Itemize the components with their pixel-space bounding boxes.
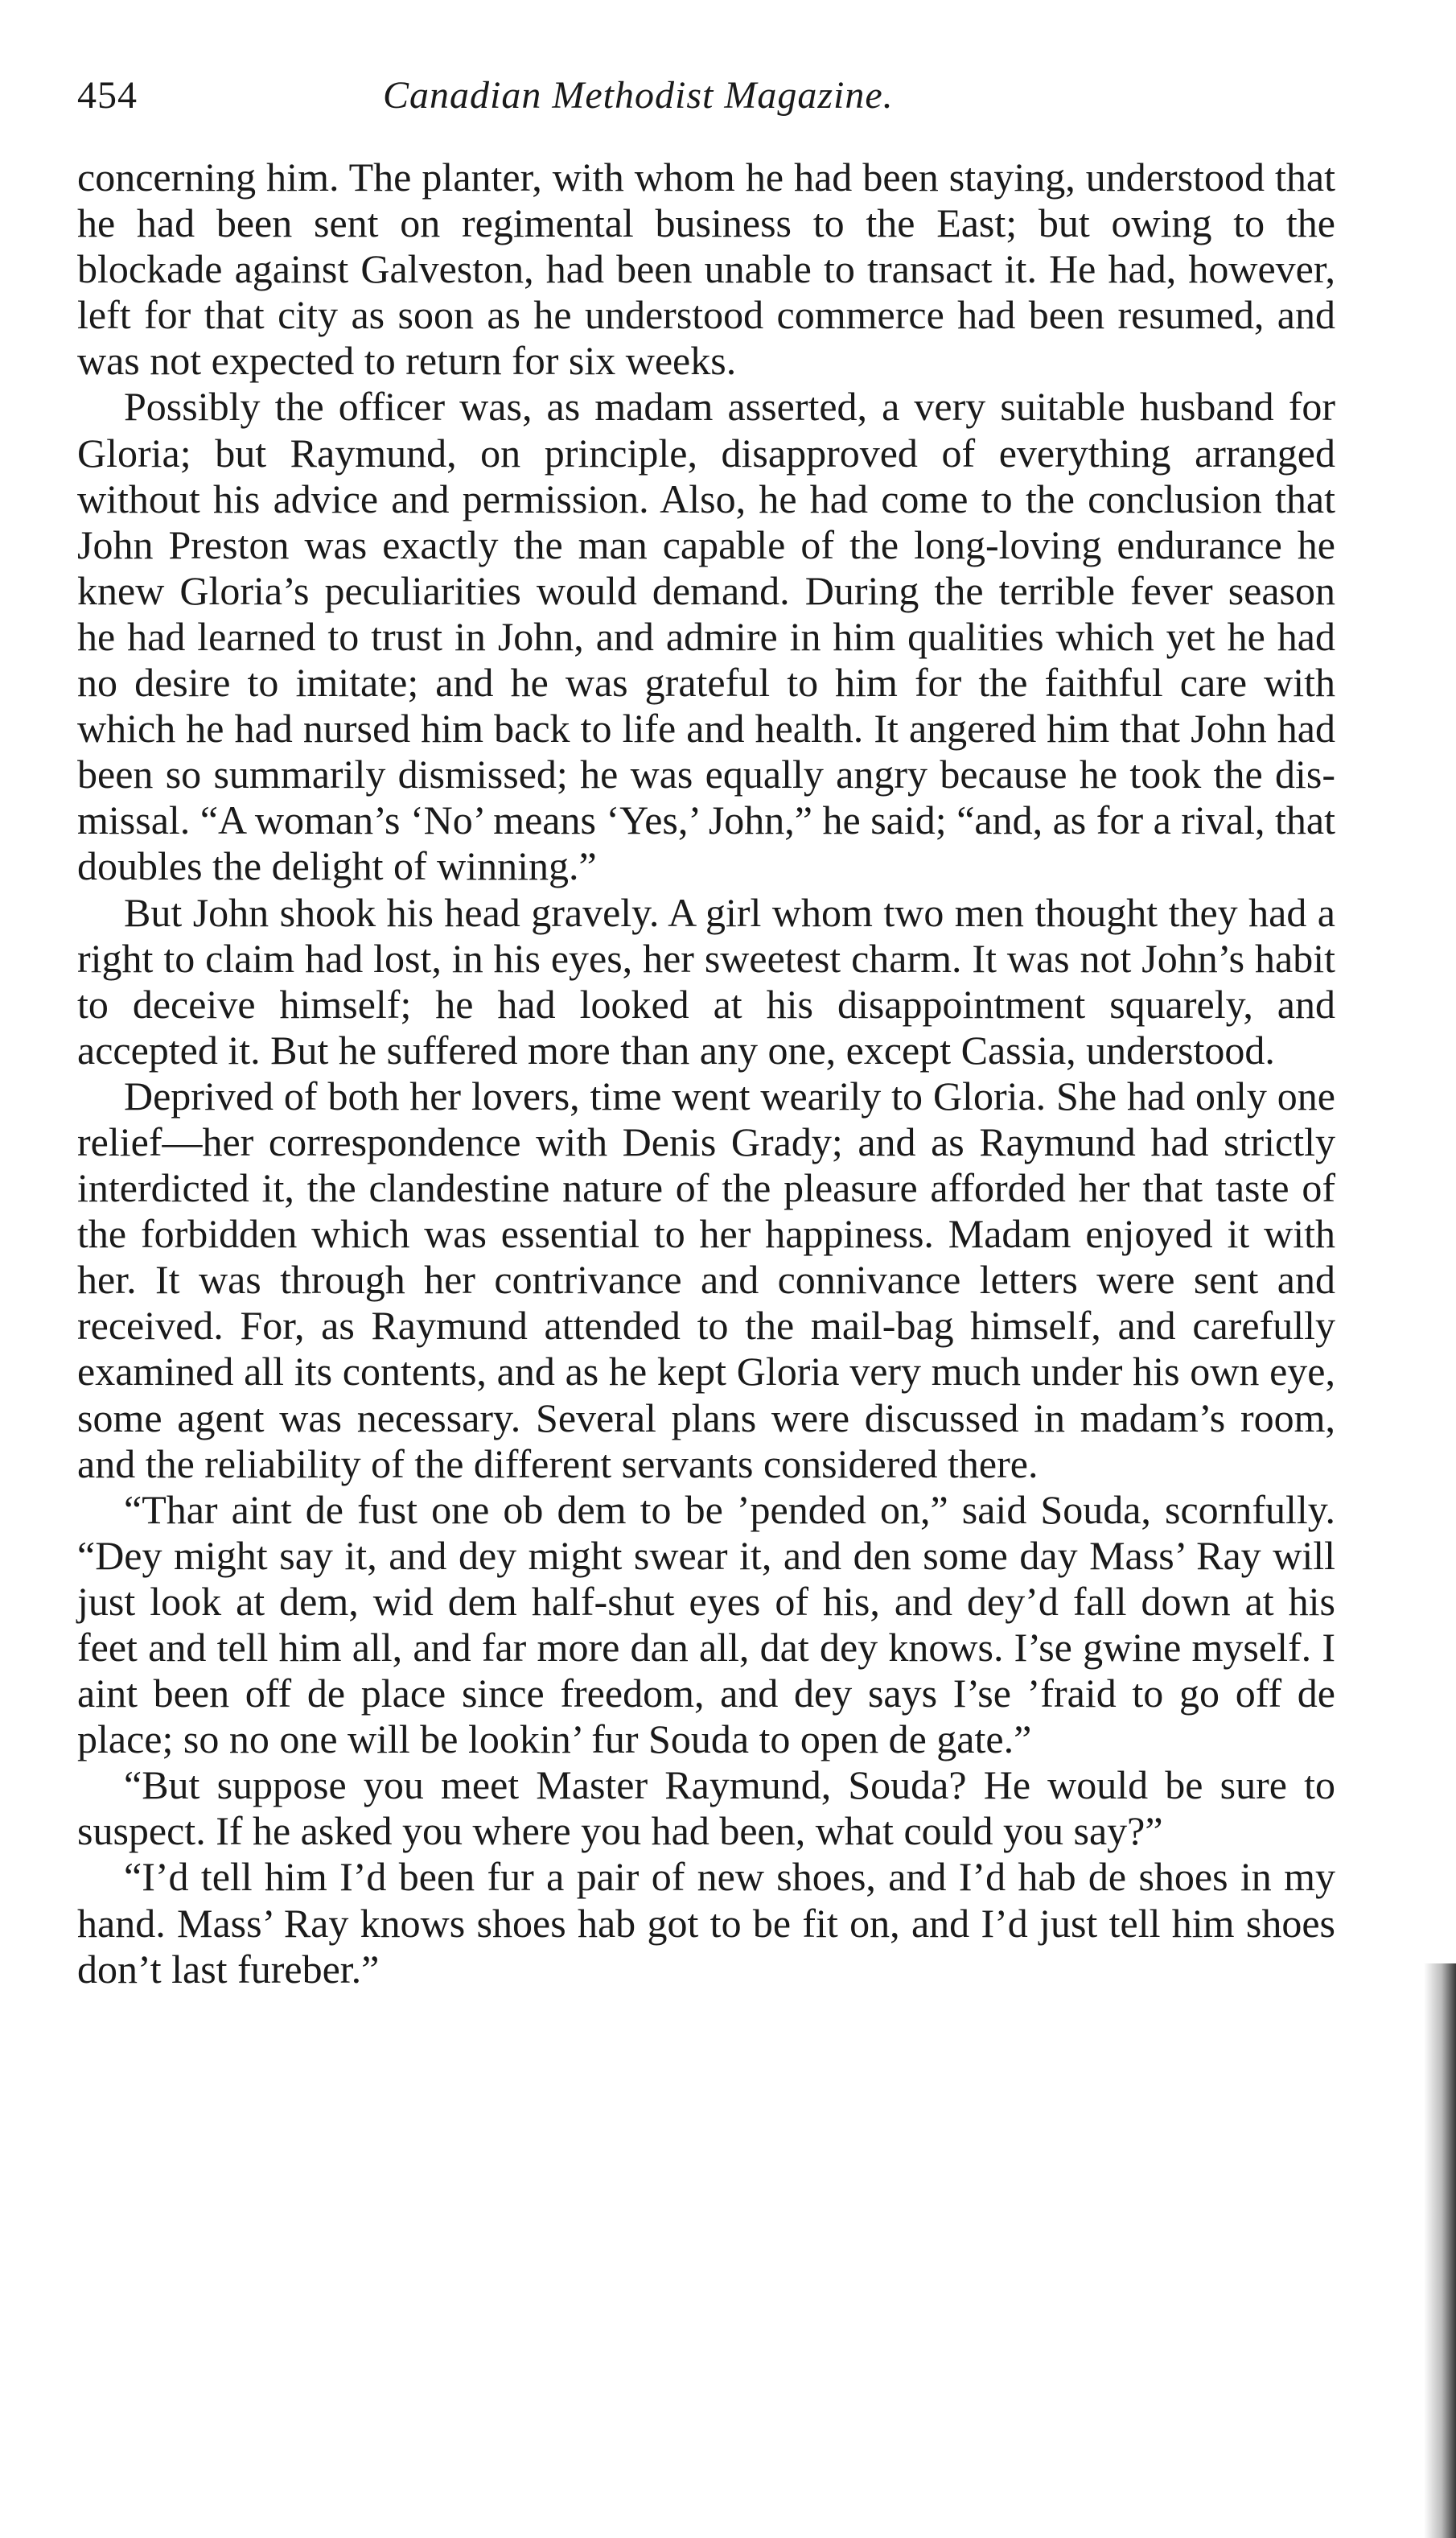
running-head	[77, 63, 1335, 129]
journal-title: Canadian Methodist Magazine.	[383, 74, 894, 117]
body-text	[77, 155, 1335, 1992]
paragraph-3: But John shook his head gravely. A girl whom two men thought they had a right to claim had lost, in his eyes, her sweetest charm. It was not John’s habit to deceive himself; he had looked at his disappointment squarely, and accepted it. But he suffered more than any one, except Cassia, understood.	[77, 889, 1335, 1073]
paragraph-1: concerning him. The planter, with whom he had been staying, understood that he had been sent on regimental business to the East; but owing to the blockade against Galveston, had been unable to transact it. He had, however, left for that city as soon as he understood commerce had been resumed, and was not expected to return for six weeks.	[77, 155, 1335, 384]
paragraph-5: “Thar aint de fust one ob dem to be ’pended on,” said Souda, scornfully. “Dey might say it, and dey might swear it, and den some day Mass’ Ray will just look at dem, wid dem half-shut eyes of his, and dey’d fall down at his feet and tell him all, and far more dan all, dat dey knows. I’se gwine myself. I aint been off de place since freedom, and dey says I’se ’fraid to go off de place; so no one will be lookin’ fur Souda to open de gate.”	[77, 1486, 1335, 1762]
page-number: 454	[77, 74, 138, 117]
paragraph-6: “But suppose you meet Master Raymund, Souda? He would be sure to suspect. If he asked you where you had been, what could you say?”	[77, 1762, 1335, 1854]
paragraph-4: Deprived of both her lovers, time went wearily to Gloria. She had only one relief—her correspondence with Denis Grady; and as Raymund had strictly interdicted it, the clandestine nature of the pleasure afforded her that taste of the forbidden which was essential to her happiness. Madam enjoyed it with her. It was through her contrivance and connivance letters were sent and received. For, as Raymund attended to the mail-bag himself, and carefully examined all its contents, and as he kept Gloria very much under his own eye, some agent was necessary. Several plans were discussed in madam’s room, and the reliability of the different servants considered there.	[77, 1073, 1335, 1486]
book-page	[77, 63, 1335, 1992]
page-edge-shadow	[1424, 1963, 1456, 2538]
paragraph-7: “I’d tell him I’d been fur a pair of new shoes, and I’d hab de shoes in my hand. Mass’ Ray knows shoes hab got to be fit on, and I’d just tell him shoes don’t last fureber.”	[77, 1854, 1335, 1992]
paragraph-2: Possibly the officer was, as madam asserted, a very suitable husband for Gloria; but Raymund, on principle, disapproved of everything arranged without his advice and permission. Also, he had come to the conclusion that John Preston was exactly the man capable of the long-loving endurance he knew Gloria’s peculiarities would demand. During the terrible fever season he had learned to trust in John, and admire in him qualities which yet he had no desire to imitate; and he was grateful to him for the faithful care with which he had nursed him back to life and health. It angered him that John had been so summarily dismissed; he was equally angry because he took the dismissal. “A woman’s ‘No’ means ‘Yes,’ John,” he said; “and, as for a rival, that doubles the delight of winning.”	[77, 384, 1335, 889]
